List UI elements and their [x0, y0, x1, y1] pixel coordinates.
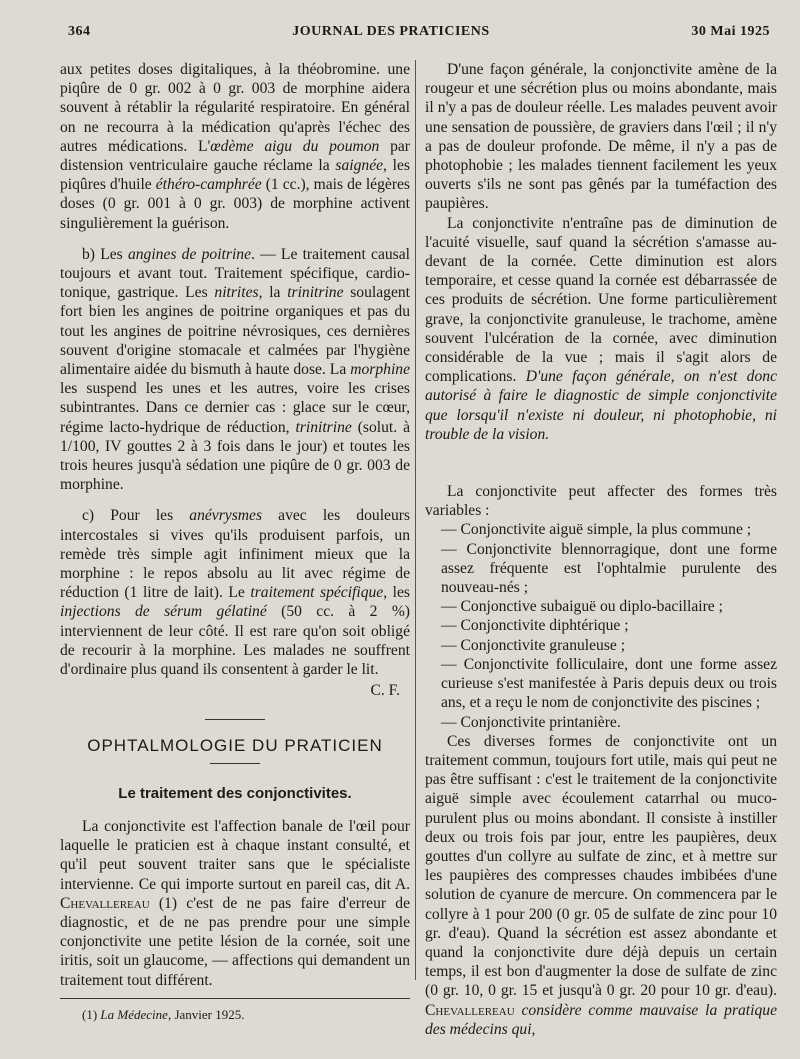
list-item: — Conjonctivite printanière.: [441, 713, 621, 731]
journal-title: JOURNAL DES PRATICIENS: [292, 24, 490, 39]
paragraph-traitement: Ces diverses formes de conjonctivite ont un traitement commun, toujours fort utile, mais qui peut ne pas être suffisant : c'est le traitement de la conjonctivite aiguë simple avec écoulement catarrhal ou muco-purulent plus ou moins abondant. Il consiste à instiller deux ou trois fois par jour, entre les paupières, deux gouttes d'un collyre au sulfate de zinc, et à mettre sur les paupières des compresses chaudes imbibées d'une solution de cyanure de mercure. On commencera par le collyre à 1 pour 200 (0 gr. 05 de sulfate de zinc pour 10 gr. d'eau). Quand la sécrétion est assez abondante et quand la conjonctivite dure déjà depuis un certain temps, il est bon d'augmenter la dose de sulfate de zinc (0 gr. 10, 0 gr. 15 et jusqu'à 0 gr. 20 pour 10 gr. d'eau). Chevallereau considère comme mauvaise la pratique des médecins qui,: [425, 732, 777, 1038]
article-subtitle: Le traitement des conjonctivites.: [118, 784, 352, 802]
list-item: — Conjonctive subaiguë ou diplo-bacillaire ;: [441, 598, 723, 616]
paragraph-right-1: D'une façon générale, la conjonctivite amène de la rougeur et une sécrétion plus ou moins abondante, mais il n'y a pas de douleur réelle. Les malades peuvent avoir une sensation de poussière, de graviers dans l'œil ; il n'y a pas de douleur profonde. De même, il n'y a pas de photophobie ; les malades tiennent facilement les yeux ouverts s'ils ne sont pas gênés par la tuméfaction des paupières.: [425, 61, 777, 213]
list-item: — Conjonctivite aiguë simple, la plus commune ;: [441, 521, 752, 539]
footnote: (1) La Médecine, Janvier 1925.: [82, 1006, 245, 1022]
footnote-rule: [60, 998, 410, 999]
paragraph-conjonctivite-intro: La conjonctivite est l'affection banale de l'œil pour laquelle le praticien est à chaque instant consulté, et qu'il peut souvent traiter sans que le spécialiste intervienne. Ce qui importe surtout en pareil cas, dit A. Chevallereau (1) c'est de ne pas faire d'erreur de diagnostic, et de ne pas prendre pour une simple conjonctivite une petite lésion de la cornée, soit une iritis, soit un glaucome, — affections qui demandent un traitement tout différent.: [60, 817, 410, 989]
author-signature: C. F.: [370, 682, 400, 700]
page-number: 364: [68, 24, 91, 39]
section-title: OPHTALMOLOGIE DU PRATICIEN: [87, 735, 383, 755]
forms-list: [425, 520, 777, 731]
list-item: — Conjonctivite granuleuse ;: [441, 636, 626, 654]
paragraph-anevrysmes: c) Pour les anévrysmes avec les douleurs intercostales si vives qu'ils produisent parfois, un remède très simple agit infiniment mieux que la morphine : le repos absolu au lit avec régime de réduction (1 litre de lait). Le traitement spécifique, les injections de sérum gélatiné (50 cc. à 2 %) interviennent de leur côté. Il est rare qu'on soit obligé de recourir à la morphine. Les malades ne souffrent d'ordinaire plus quand ils consentent à garder le lit.: [60, 507, 410, 679]
right-column: [425, 60, 777, 1039]
paragraph-angines: b) Les angines de poitrine. — Le traitement causal toujours et avant tout. Traitement spécifique, cardio-tonique, gastrique. Les nitrites, la trinitrine soulagent fort bien les angines de poitrine organiques et pas du tout les angines de poitrine névrosiques, ces dernières souvent d'origine stomacale et calmées par l'hygiène alimentaire aidée du bismuth à haute dose. La morphine les suspend les unes et les autres, voire les crises subintrantes. Dans ce dernier cas : glace sur le cœur, régime lacto-hydrique de réduction, trinitrine (solut. à 1/100, IV gouttes 2 à 3 fois dans le jour) et toutes les trois heures jusqu'à sédation une piqûre de 0 gr. 003 de morphine.: [60, 245, 411, 494]
page-header: [58, 24, 770, 46]
paragraph-right-2: La conjonctivite n'entraîne pas de diminution de l'acuité visuelle, sauf quand la sécrétion s'amasse au-devant de la cornée. Cette diminution est alors temporaire, et cesse quand la cornée est débarrassée de ces produits de sécrétion. Une forme particulièrement grave, la conjonctivite granuleuse, le trachome, amène souvent l'ulcération de la cornée, avec diminution considérable de la vue ; mais il s'agit alors de complications. D'une façon générale, on n'est donc autorisé à faire le diagnostic de simple conjonctivite que lorsqu'il n'existe ni douleur, ni photophobie, ni trouble de la vision.: [425, 214, 777, 443]
section-rule: [205, 719, 265, 720]
paragraph-formes: La conjonctivite peut affecter des formes très variables :: [425, 483, 777, 520]
list-item: — Conjonctivite diphtérique ;: [441, 617, 629, 635]
title-rule: [210, 763, 260, 764]
column-divider: [415, 60, 416, 980]
issue-date: 30 Mai 1925: [691, 24, 770, 39]
list-item: — Conjonctivite folliculaire, dont une forme assez curieuse s'est manifestée à Paris depuis deux ou trois ans, et a reçu le nom de conjonctivite des piscines ;: [441, 655, 777, 712]
paragraph-left-1: aux petites doses digitaliques, à la théobromine. une piqûre de 0 gr. 002 à 0 gr. 003 de morphine aidera souvent à rétablir la régularité respiratoire. En général on ne recourra à la médication qu'après l'échec des autres médications. L'œdème aigu du poumon par distension ventriculaire gauche réclame la saignée, les piqûres d'huile éthéro-camphrée (1 cc.), mais de légères doses (0 gr. 001 à 0 gr. 003) de morphine activent singulièrement la guérison.: [60, 61, 410, 232]
left-column: [60, 60, 410, 1024]
list-item: — Conjonctivite blennorragique, dont une forme assez fréquente est l'ophtalmie purulente des nouveau-nés ;: [441, 540, 777, 597]
